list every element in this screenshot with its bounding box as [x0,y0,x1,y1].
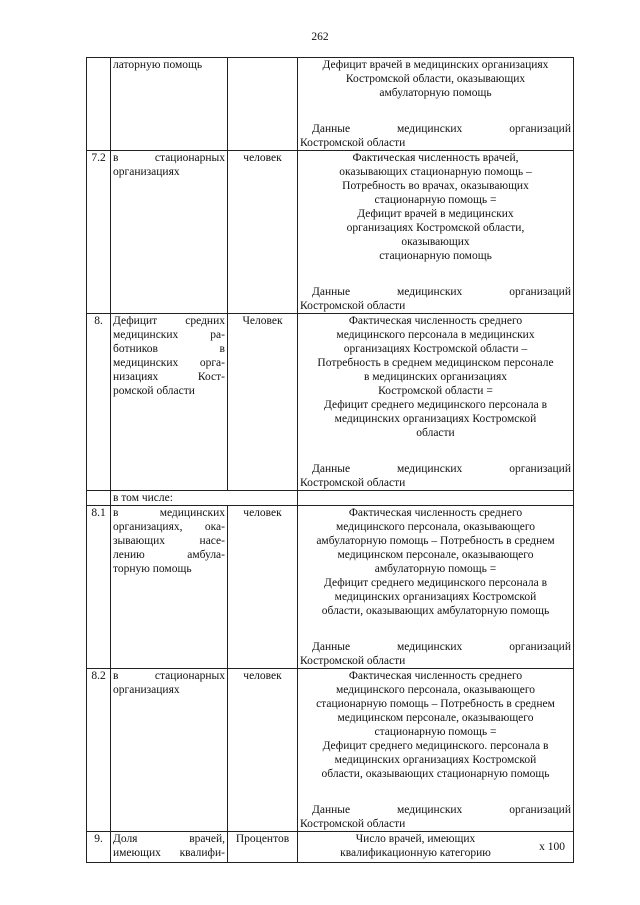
subheading: в том числе: [111,491,298,506]
formula-cell: Дефицит врачей в медицинских организациях Костромской области, оказывающих амбулаторную помощь Данные медицинских организаций Костромской области [298,58,574,151]
data-source: Данные медицинских организаций Костромской области [300,123,571,149]
row-number [87,491,111,506]
data-source: Данные медицинских организаций Костромской области [300,641,571,667]
table-row [87,314,574,491]
indicator-name: в стационарных организациях [111,669,228,832]
formula-cell: Фактическая численность врачей, оказывающих стационарную помощь – Потребность во врачах, оказывающих стационарную помощь = Дефицит врачей в медицинских организациях Костромской области, оказывающих стационарную помощь Данные медицинских организаций Костромской области [298,151,574,314]
table-row [87,151,574,314]
formula-cell: Фактическая численность среднего медицинского персонала, оказывающего стационарную помощь – Потребность в среднем медицинском персонале, оказывающего стационарную помощь = Дефицит среднего медицинского. персонала в медицинских организациях Костромской области, оказывающих стационарную помощь Данные медицинских организаций Костромской области [298,669,574,832]
multiplier: х 100 [539,841,565,853]
row-number: 9. [87,832,111,863]
data-source: Данные медицинских организаций Костромской области [300,463,571,489]
indicator-name: латорную помощь [111,58,228,151]
data-source: Данные медицинских организаций Костромской области [300,804,571,830]
formula-cell: Фактическая численность среднего медицинского персонала, оказывающего амбулаторную помощь – Потребность в среднем медицинском персонале, оказывающего амбулаторную помощь = Дефицит среднего медицинского персонала в медицинских организациях Костромской области, оказывающих амбулаторную помощь Данные медицинских организаций Костромской области [298,506,574,669]
row-number: 8. [87,314,111,491]
row-number [87,58,111,151]
formula-cell [298,491,574,506]
indicator-name: Доля врачей, имеющих квалифи- [111,832,228,863]
table-row [87,491,574,506]
data-source: Данные медицинских организаций Костромской области [300,286,571,312]
unit-cell: человек [228,669,298,832]
page-number: 262 [311,31,329,43]
indicator-table [86,57,574,863]
row-number: 7.2 [87,151,111,314]
indicator-name: в медицинских организациях, ока- зывающих насе- лению амбула- торную помощь [111,506,228,669]
table-row [87,669,574,832]
unit-cell: человек [228,506,298,669]
table-row [87,832,574,863]
unit-cell [228,58,298,151]
table-row [87,506,574,669]
formula-cell: Фактическая численность среднего медицинского персонала в медицинских организациях Костромской области – Потребность в среднем медицинском персонале в медицинских организациях Костромской области = Дефицит среднего медицинского персонала в медицинских организациях Костромской области Данные медицинских организаций Костромской области [298,314,574,491]
unit-cell: Человек [228,314,298,491]
row-number: 8.1 [87,506,111,669]
unit-cell: человек [228,151,298,314]
formula-cell: Число врачей, имеющих квалификационную категорию х 100 [298,832,574,863]
row-number: 8.2 [87,669,111,832]
table-row [87,58,574,151]
indicator-name: в стационарных организациях [111,151,228,314]
unit-cell: Процентов [228,832,298,863]
indicator-name: Дефицит средних медицинских ра- ботников в медицинских орга- низациях Кост- ромской области [111,314,228,491]
